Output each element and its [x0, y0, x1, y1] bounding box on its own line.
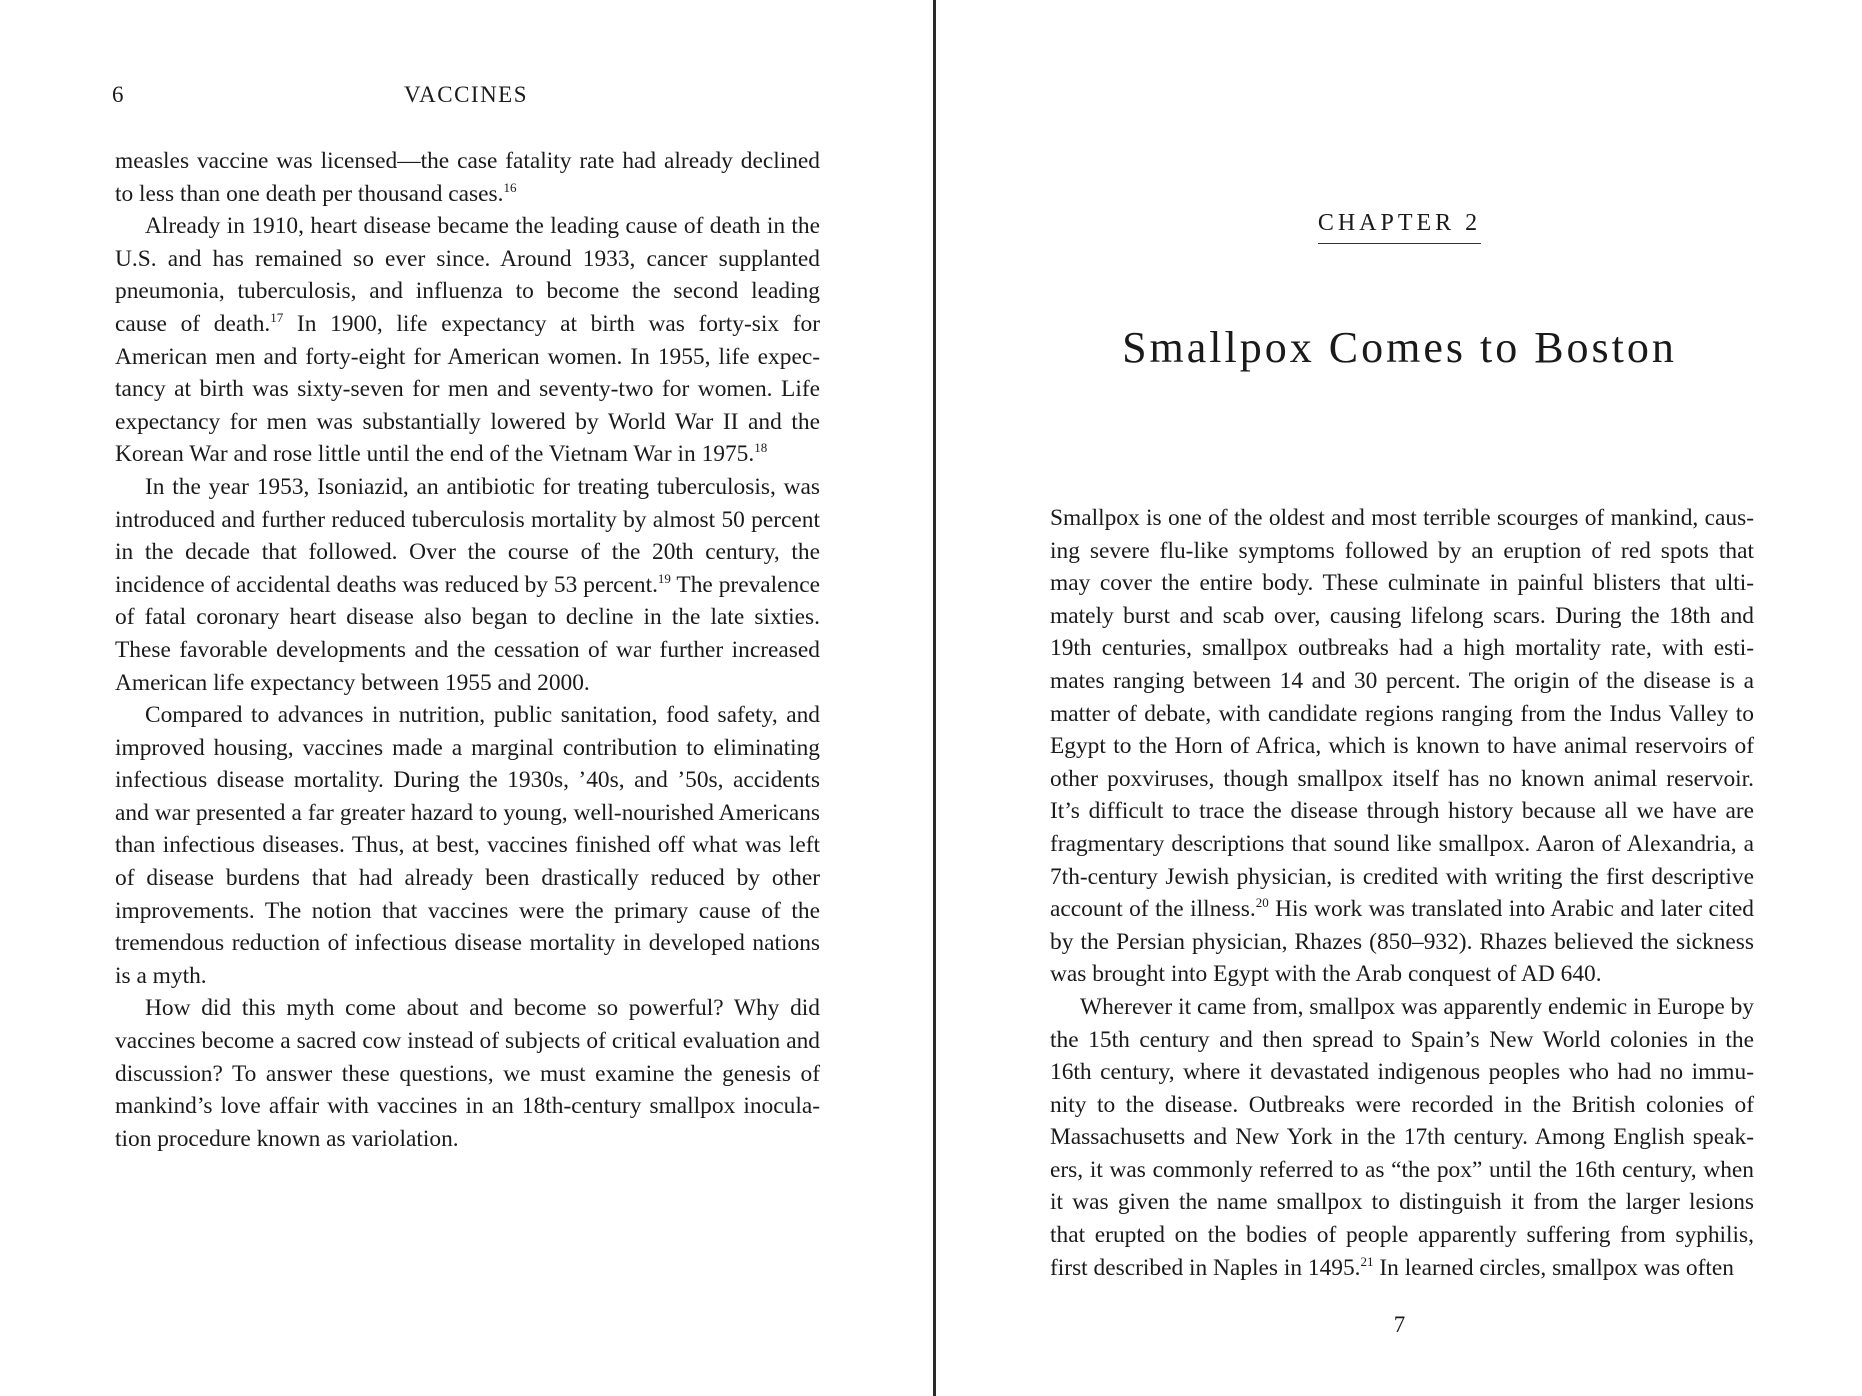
- right-page: [937, 0, 1862, 1396]
- footnote-ref: 21: [1360, 1253, 1374, 1269]
- footnote-ref: 17: [270, 309, 284, 325]
- running-head-title: VACCINES: [403, 82, 529, 107]
- right-body-text: [1050, 502, 1754, 1284]
- paragraph: [115, 145, 820, 210]
- text-run: The prevalence of fatal coronary heart disease also began to decline in the late sixties. These favorable developments and the cessation of war further increased American life expectancy between 1955 and 2000.: [115, 571, 821, 696]
- page-number-left: 6: [112, 82, 124, 107]
- running-head: [112, 82, 820, 112]
- chapter-label: CHAPTER 2: [1318, 210, 1481, 244]
- text-run: Smallpox is one of the oldest and most terrible scourges of mankind, causing severe flu-like symptoms followed by an eruption of red spots that may cover the entire body. These culminate in painful blisters that ultimately burst and scab over, causing lifelong scars. During the 18th and 19th centuries, smallpox outbreaks had a high mortality rate, with estimates ranging between 14 and 30 percent. The origin of the disease is a matter of debate, with candidate regions ranging from the Indus Valley to Egypt to the Horn of Africa, which is known to have animal reservoirs of other poxviruses, though smallpox itself has no known animal reservoir. It’s difficult to trace the disease through history because all we have are fragmentary descriptions that sound like smallpox. Aaron of Alexandria, a 7th-century Jewish physician, is credited with writing the first descriptive account of the illness.: [1050, 505, 1754, 923]
- paragraph: [115, 210, 820, 471]
- footnote-ref: 20: [1255, 895, 1269, 911]
- footnote-ref: 19: [657, 570, 671, 586]
- text-run: In the year 1953, Isoniazid, an antibiotic for treating tuberculosis, was introduced and further reduced tuberculosis mortality by almost 50 percent in the decade that followed. Over the course of the 20th century, the incidence of accidental deaths was reduced by 53 percent.: [115, 473, 820, 598]
- text-run: In 1900, life expectancy at birth was forty-six for American men and forty-eight for American women. In 1955, life expectancy at birth was sixty-seven for men and seventy-two for women. Life expectancy for men was substantially lowered by World War II and the Korean War and rose little until the end of the Vietnam War in 1975.: [115, 310, 820, 468]
- text-run: His work was translated into Arabic and later cited by the Persian physician, Rhazes (850–932). Rhazes believed the sickness was brought into Egypt with the Arab conquest of AD 640.: [1050, 896, 1754, 988]
- page-gutter-divider: [933, 0, 936, 1396]
- text-run: How did this myth come about and become so powerful? Why did vaccines become a sacred cow instead of subjects of critical evaluation and discussion? To answer these questions, we must examine the genesis of mankind’s love affair with vaccines in an 18th-century smallpox inoculation procedure known as variolation.: [115, 995, 820, 1152]
- paragraph: [1050, 991, 1754, 1284]
- left-body-text: [115, 145, 820, 1155]
- chapter-title: Smallpox Comes to Boston: [1122, 323, 1677, 372]
- paragraph: [115, 699, 820, 992]
- footnote-ref: 16: [503, 179, 517, 195]
- chapter-heading: [937, 210, 1862, 244]
- text-run: Already in 1910, heart disease became the leading cause of death in the U.S. and has remained so ever since. Around 1933, cancer supplanted pneumonia, tuberculosis, and influenza to become the second leading cause of death.: [115, 213, 820, 337]
- paragraph: [1050, 502, 1754, 991]
- text-run: Wherever it came from, smallpox was apparently endemic in Europe by the 15th century and then spread to Spain’s New World colonies in the 16th century, where it devastated indigenous peoples who had no immunity to the disease. Outbreaks were recorded in the British colonies of Massachusetts and New York in the 17th century. Among English speakers, it was commonly referred to as “the pox” until the 16th century, when it was given the name smallpox to distinguish it from the larger lesions that erupted on the bodies of people apparently suffering from syphilis, first described in Naples in 1495.: [1050, 993, 1754, 1281]
- paragraph: [115, 471, 820, 699]
- page-number-right: 7: [1393, 1312, 1406, 1337]
- footnote-ref: 18: [754, 440, 768, 456]
- text-run: In learned circles, smallpox was often: [1373, 1254, 1734, 1281]
- paragraph: [115, 992, 820, 1155]
- text-run: measles vaccine was licensed—the case fatality rate had already declined to less than one death per thousand cases.: [115, 148, 820, 207]
- text-run: Compared to advances in nutrition, public sanitation, food safety, and improved housing, vaccines made a marginal contribution to eliminating infectious disease mortality. During the 1930s, ’40s, and ’50s, accidents and war presented a far greater hazard to young, well-nourished Americans than infectious diseases. Thus, at best, vaccines finished off what was left of disease burdens that had already been drastically reduced by other improvements. The notion that vaccines were the primary cause of the tremendous reduction of infectious disease mortality in developed nations is a myth.: [115, 702, 820, 989]
